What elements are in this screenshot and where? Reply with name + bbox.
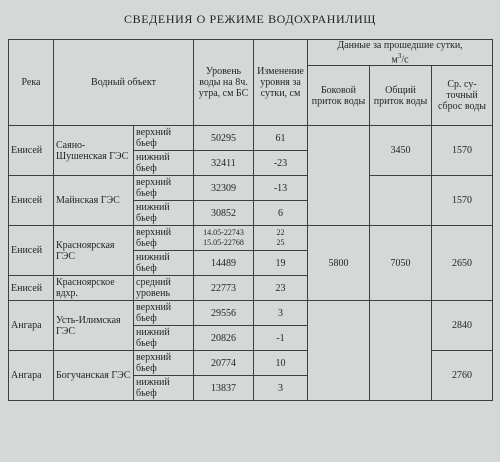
subobject-cell: нижний бьеф — [134, 251, 194, 276]
level-value-1: 14.05-22743 — [203, 228, 244, 238]
change-value-1: 22 — [276, 228, 285, 238]
level-cell: 29556 — [194, 301, 254, 326]
header-change: Изменение уровня за сутки, см — [254, 40, 308, 126]
total-inflow-cell-empty — [370, 301, 432, 401]
change-cell: 10 — [254, 351, 308, 376]
subobject-cell: средний уровень — [134, 276, 194, 301]
table-row — [9, 301, 493, 326]
river-cell: Енисей — [9, 126, 54, 176]
header-unit: м — [391, 54, 398, 66]
table-row — [9, 226, 493, 251]
level-cell: 50295 — [194, 126, 254, 151]
discharge-cell: 2650 — [432, 226, 493, 301]
level-cell: 22773 — [194, 276, 254, 301]
discharge-cell: 2840 — [432, 301, 493, 351]
change-value-2: 25 — [276, 238, 285, 248]
river-cell: Енисей — [9, 176, 54, 226]
lateral-inflow-cell: 5800 — [308, 226, 370, 301]
object-cell: Красноярское вдхр. — [54, 276, 134, 301]
change-cell: 3 — [254, 301, 308, 326]
object-cell: Усть-Илимская ГЭС — [54, 301, 134, 351]
level-cell: 20774 — [194, 351, 254, 376]
subobject-cell: нижний бьеф — [134, 201, 194, 226]
discharge-cell: 2760 — [432, 351, 493, 401]
change-cell: 23 — [254, 276, 308, 301]
change-cell: -23 — [254, 151, 308, 176]
header-last-day — [308, 40, 493, 66]
change-cell: 61 — [254, 126, 308, 151]
level-cell: 32309 — [194, 176, 254, 201]
table-row — [9, 176, 493, 201]
object-cell: Богучанская ГЭС — [54, 351, 134, 401]
header-total: Общий приток воды — [370, 66, 432, 126]
header-river: Река — [9, 40, 54, 126]
level-cell: 14489 — [194, 251, 254, 276]
level-cell — [194, 226, 254, 251]
subobject-cell: верхний бьеф — [134, 351, 194, 376]
level-cell: 30852 — [194, 201, 254, 226]
subobject-cell: верхний бьеф — [134, 176, 194, 201]
header-avg-discharge: Ср. су-точный сброс воды — [432, 66, 493, 126]
change-cell: -13 — [254, 176, 308, 201]
lateral-inflow-cell-empty — [308, 126, 370, 226]
header-level: Уровень воды на 8ч. утра, см БС — [194, 40, 254, 126]
subobject-cell: верхний бьеф — [134, 126, 194, 151]
subobject-cell: верхний бьеф — [134, 226, 194, 251]
change-cell: 3 — [254, 376, 308, 401]
change-cell: 6 — [254, 201, 308, 226]
table-row — [9, 126, 493, 151]
header-unit-tail: /с — [401, 54, 409, 66]
subobject-cell: нижний бьеф — [134, 326, 194, 351]
change-cell — [254, 226, 308, 251]
level-cell: 20826 — [194, 326, 254, 351]
change-cell: 19 — [254, 251, 308, 276]
discharge-cell: 1570 — [432, 176, 493, 226]
reservoir-table — [8, 39, 493, 401]
level-value-2: 15.05-22768 — [203, 238, 244, 248]
total-inflow-cell: 7050 — [370, 226, 432, 301]
change-cell: -1 — [254, 326, 308, 351]
subobject-cell: нижний бьеф — [134, 376, 194, 401]
river-cell: Енисей — [9, 226, 54, 276]
level-cell: 13837 — [194, 376, 254, 401]
object-cell: Саяно-Шушенская ГЭС — [54, 126, 134, 176]
header-unit-sup: 3 — [397, 52, 402, 60]
total-inflow-cell: 3450 — [370, 126, 432, 176]
level-cell: 32411 — [194, 151, 254, 176]
river-cell: Ангара — [9, 351, 54, 401]
subobject-cell: верхний бьеф — [134, 301, 194, 326]
document-title: СВЕДЕНИЯ О РЕЖИМЕ ВОДОХРАНИЛИЩ — [124, 12, 376, 26]
object-cell: Красноярская ГЭС — [54, 226, 134, 276]
river-cell: Енисей — [9, 276, 54, 301]
river-cell: Ангара — [9, 301, 54, 351]
header-lateral: Боковой приток воды — [308, 66, 370, 126]
object-cell: Майнская ГЭС — [54, 176, 134, 226]
lateral-inflow-cell-empty — [308, 301, 370, 401]
header-last-day-text: Данные за прошедшие сутки, — [337, 40, 463, 51]
subobject-cell: нижний бьеф — [134, 151, 194, 176]
total-inflow-cell-empty — [370, 176, 432, 226]
discharge-cell: 1570 — [432, 126, 493, 176]
header-object: Водный объект — [54, 40, 194, 126]
